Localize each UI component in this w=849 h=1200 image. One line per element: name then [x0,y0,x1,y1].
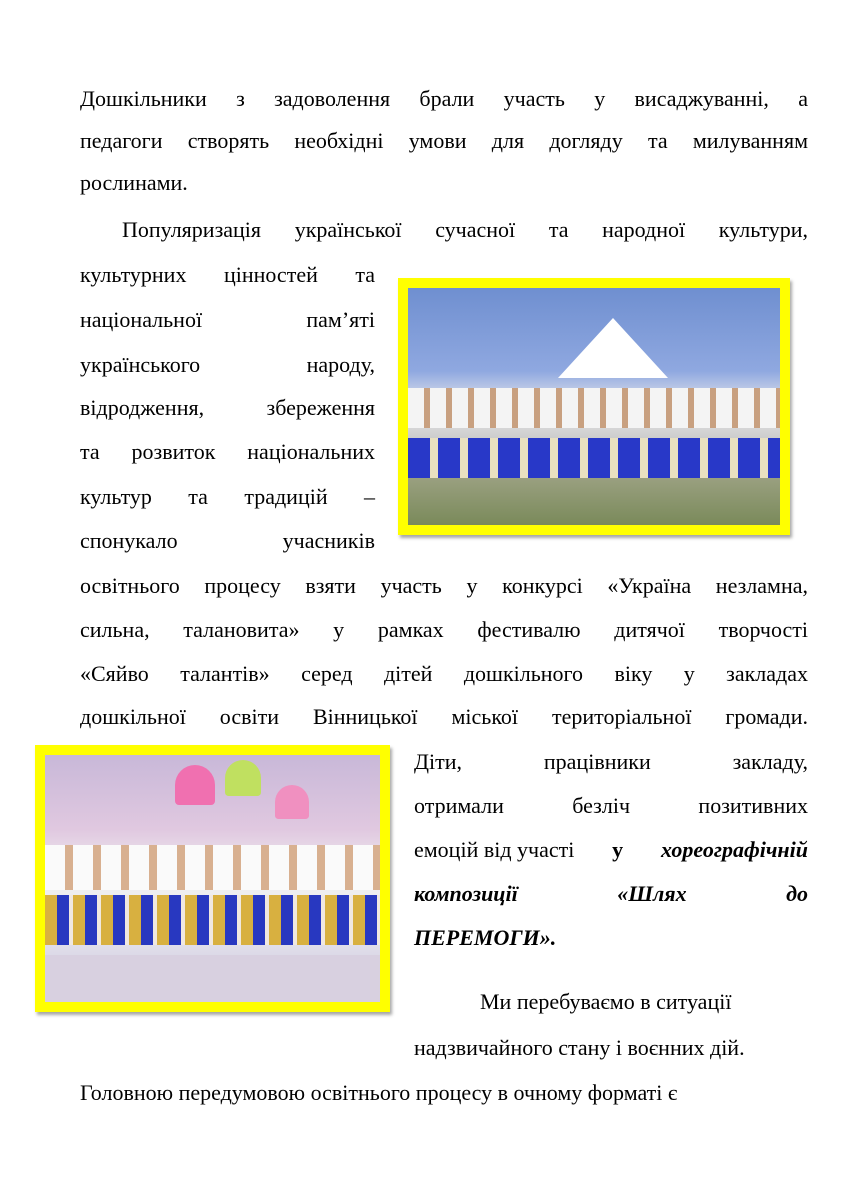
photo-image [45,755,380,1002]
text-line: рослинами. [80,170,188,195]
flower-decoration [175,765,215,805]
text-line: «Сяйво талантів» серед дітей дошкільного віку у закладах [80,661,808,686]
text-line: культурних цінностей та [80,262,375,287]
roof-shape [558,318,668,378]
text-line: українського народу, [80,352,375,377]
text-line: дошкільної освіти Вінницької міської територіальної громади. [80,704,808,729]
bold-italic-text: хореографічній [660,837,808,862]
text-segment: емоцій від участі [414,837,575,862]
text-line: спонукало учасників [80,528,375,553]
text-line: Ми перебуваємо в ситуації [480,989,732,1014]
text-line: Діти, працівники закладу, [414,749,808,774]
text-line: відродження, збереження [80,395,375,420]
text-line: Дошкільники з задоволення брали участь у висаджуванні, а [80,86,808,111]
children-row [45,895,380,945]
text-line: педагоги створять необхідні умови для догляду та милуванням [80,128,808,153]
text-line: сильна, талановита» у рамках фестивалю дитячої творчості [80,617,808,642]
text-line: Головною передумовою освітнього процесу в очному форматі є [80,1080,678,1105]
children-row [408,438,780,478]
text-line: отримали безліч позитивних [414,793,808,818]
bold-italic-line: композиції «Шлях до [414,881,808,906]
bold-italic-line: ПЕРЕМОГИ». [414,925,557,950]
photo-dancers-outdoor [398,278,790,535]
photo-image [408,288,780,525]
text-line: національної пам’яті [80,307,375,332]
adults-row [45,845,380,890]
text-line [414,836,808,864]
text-line: освітнього процесу взяти участь у конкурсі «Україна незламна, [80,573,808,598]
photo-dancers-indoor [35,745,390,1012]
text-line: та розвиток національних [80,439,375,464]
flower-decoration [275,785,309,819]
flower-decoration [225,760,261,796]
floor [45,955,380,1002]
text-line: культур та традицій – [80,484,375,509]
bold-text: у [612,837,624,862]
adults-row [408,388,780,428]
text-line: Популяризація української сучасної та народної культури, [122,217,808,242]
text-line: надзвичайного стану і воєнних дій. [414,1035,745,1060]
